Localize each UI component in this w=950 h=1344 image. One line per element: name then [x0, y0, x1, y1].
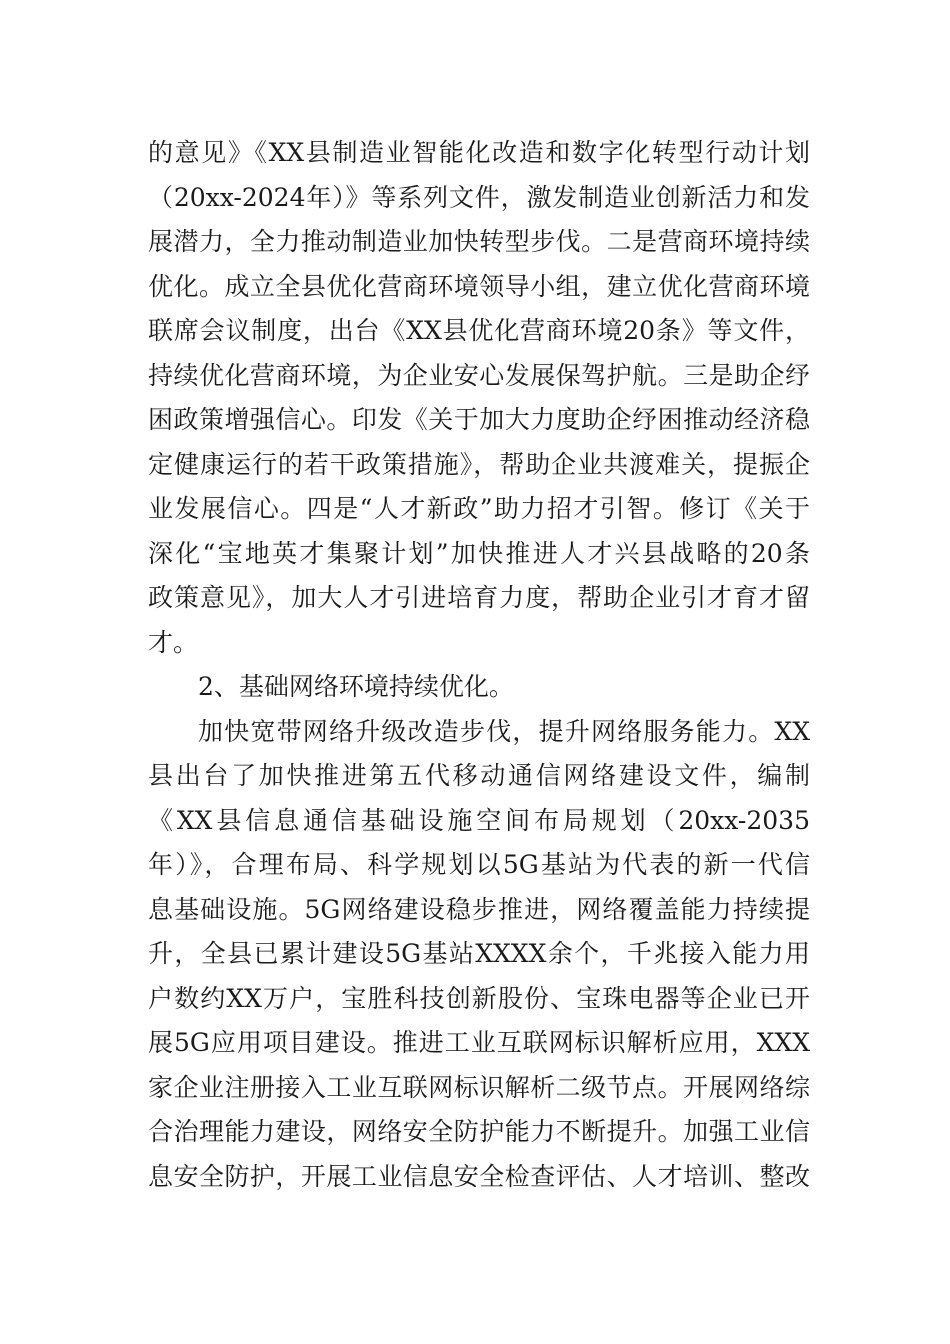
text-line: 联席会议制度，出台《XX县优化营商环境20条》等文件，	[148, 316, 810, 345]
text-line: 合治理能力建设，网络安全防护能力不断提升。加强工业信	[148, 1117, 810, 1146]
text-line: 优化。成立全县优化营商环境领导小组，建立优化营商环境	[148, 271, 810, 301]
section-heading: 2、基础网络环境持续优化。	[198, 672, 514, 701]
text-line: 加快宽带网络升级改造步伐，提升网络服务能力。XX	[198, 716, 810, 746]
text-line: 县出台了加快推进第五代移动通信网络建设文件，编制	[148, 761, 810, 790]
paragraph-policy-measures	[148, 131, 810, 665]
text-line: 的意见》《XX县制造业智能化改造和数字化转型行动计划	[148, 138, 810, 167]
text-line: 升，全县已累计建设5G基站XXXX余个，千兆接入能力用	[148, 939, 810, 968]
text-line: 家企业注册接入工业互联网标识解析二级节点。开展网络综	[148, 1072, 810, 1102]
text-line: （20xx-2024年）》等系列文件，激发制造业创新活力和发	[148, 182, 810, 212]
text-line: 深化“宝地英才集聚计划”加快推进人才兴县战略的20条	[148, 538, 810, 568]
text-line: 息基础设施。5G网络建设稳步推进，网络覆盖能力持续提	[148, 894, 810, 924]
text-line: 持续优化营商环境，为企业安心发展保驾护航。三是助企纾	[148, 360, 810, 390]
text-line: 定健康运行的若干政策措施》，帮助企业共渡难关，提振企	[148, 449, 810, 479]
text-line: 息安全防护，开展工业信息安全检查评估、人才培训、整改	[148, 1161, 810, 1191]
text-line: 户数约XX万户，宝胜科技创新股份、宝珠电器等企业已开	[148, 983, 810, 1013]
text-line: 年）》，合理布局、科学规划以5G基站为代表的新一代信	[148, 850, 810, 879]
text-line: 《XX县信息通信基础设施空间布局规划（20xx-2035	[148, 805, 810, 835]
text-line: 业发展信心。四是“人才新政”助力招才引智。修订《关于	[148, 494, 810, 523]
text-line: 困政策增强信心。印发《关于加大力度助企纾困推动经济稳	[148, 405, 810, 434]
text-line: 才。	[148, 627, 199, 657]
document-body	[148, 131, 810, 1199]
text-line: 展5G应用项目建设。推进工业互联网标识解析应用，XXX	[148, 1028, 810, 1057]
paragraph-network-environment	[148, 710, 810, 1200]
text-line: 政策意见》，加大人才引进培育力度，帮助企业引才育才留	[148, 583, 810, 612]
text-line: 展潜力，全力推动制造业加快转型步伐。二是营商环境持续	[148, 227, 810, 256]
